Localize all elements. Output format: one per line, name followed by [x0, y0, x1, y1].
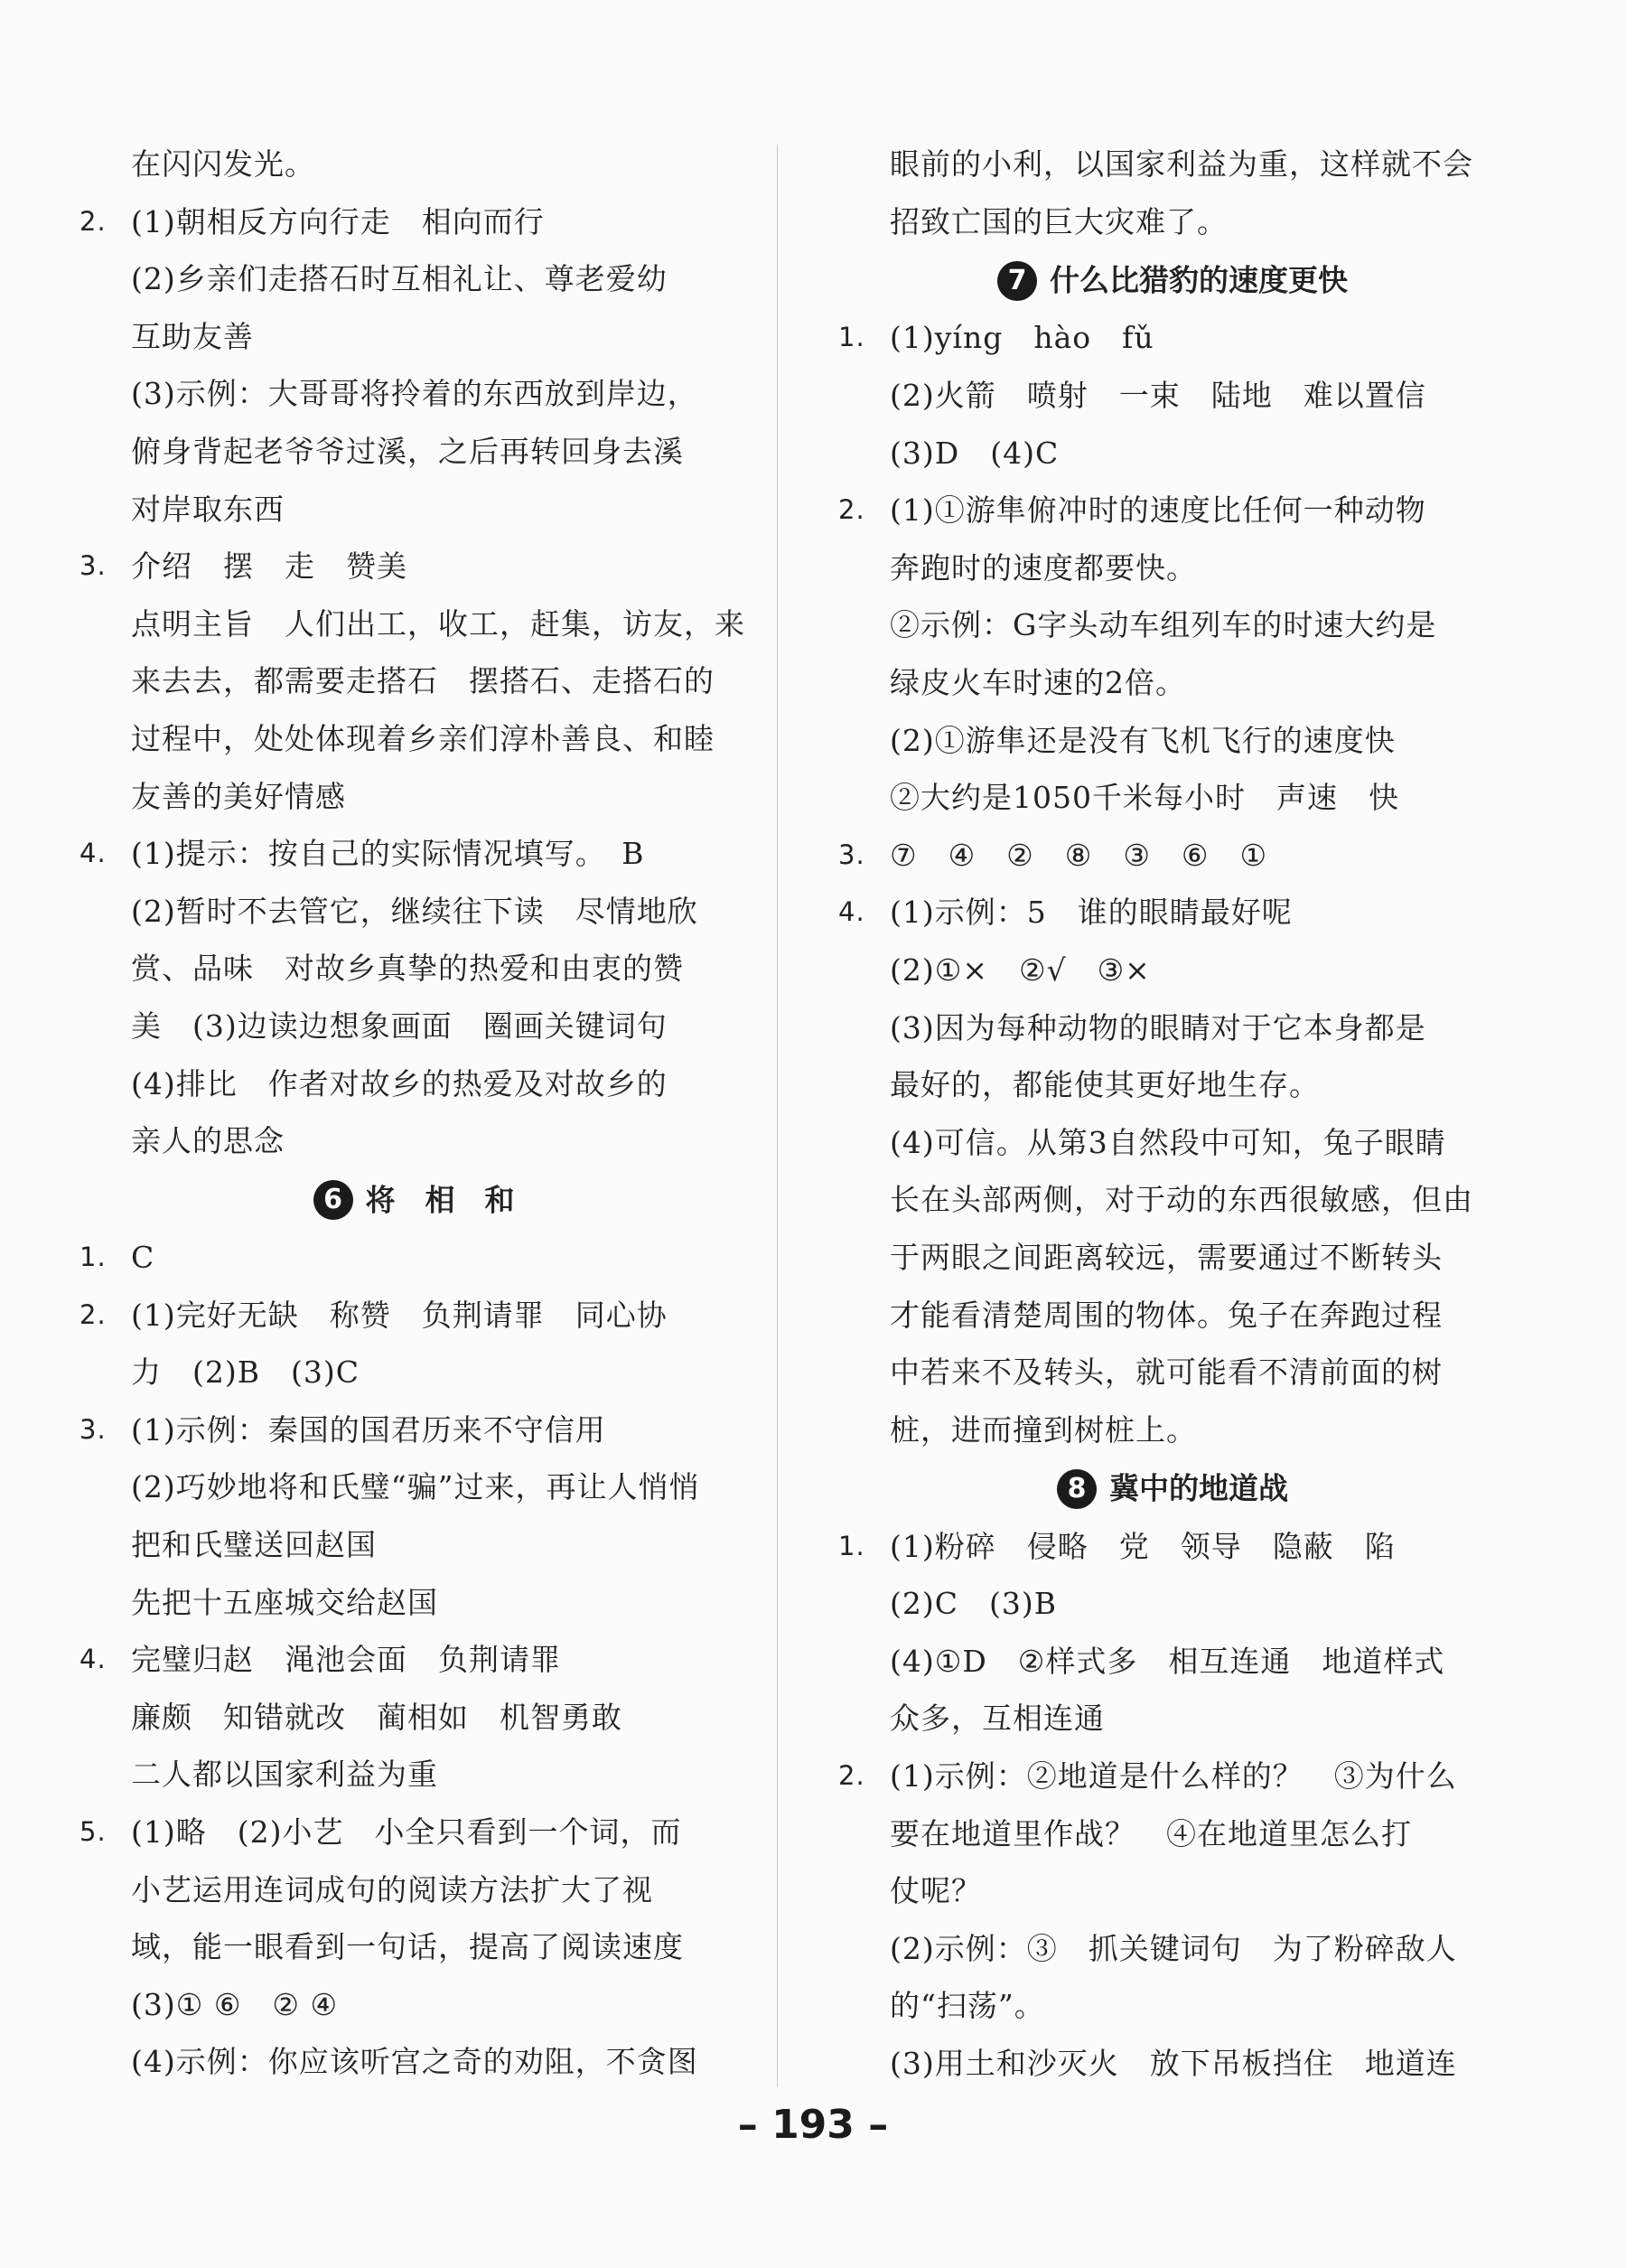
- answer-line: [838, 1056, 1507, 1114]
- answer-text: (2)暂时不去管它，继续往下读 尽情地欣: [131, 893, 698, 929]
- answer-line: [838, 1229, 1507, 1287]
- answer-line: [838, 1344, 1507, 1401]
- answer-line: [838, 596, 1507, 654]
- answer-line: [79, 1112, 748, 1170]
- answer-line: [838, 827, 1507, 885]
- answer-text: 最好的，都能使其更好地生存。: [890, 1067, 1320, 1103]
- answer-text: (1)①游隼俯冲时的速度比任何一种动物: [890, 492, 1426, 529]
- question-number: 3.: [838, 839, 865, 870]
- answer-text: (1)yíng hào fǔ: [890, 320, 1154, 356]
- answer-line: [838, 999, 1507, 1057]
- answer-text: (4)排比 作者对故乡的热爱及对故乡的: [131, 1065, 668, 1101]
- question-number: 1.: [838, 322, 865, 353]
- answer-line: [838, 1287, 1507, 1345]
- answer-text: (3)① ⑥ ② ④: [131, 1986, 339, 2022]
- question-number: 2.: [79, 1298, 107, 1330]
- answer-text: 亲人的思念: [131, 1123, 285, 1159]
- answer-text: ②大约是1050千米每小时 声速 快: [890, 780, 1399, 816]
- answer-line: [79, 1746, 748, 1804]
- section-heading: [838, 1458, 1507, 1517]
- answer-text: 把和氏璧送回赵国: [131, 1526, 377, 1562]
- answer-line: [79, 308, 748, 366]
- section-title: 将 相 和: [365, 1182, 515, 1218]
- answer-line: [838, 2035, 1507, 2093]
- answer-line: [79, 1229, 748, 1287]
- answer-text: (3)D (4)C: [890, 435, 1060, 471]
- answer-line: [838, 1977, 1507, 2035]
- answer-text: (1)提示：按自己的实际情况填写。 B: [131, 836, 645, 872]
- right-column: [838, 136, 1507, 2093]
- answer-line: [838, 942, 1507, 999]
- section-heading: [838, 250, 1507, 309]
- answer-text: (2)①游隼还是没有飞机飞行的速度快: [890, 722, 1396, 758]
- answer-line: [838, 309, 1507, 367]
- section-number-badge: 6: [313, 1180, 353, 1220]
- answer-line: [79, 652, 748, 710]
- answer-text: 仗呢？: [890, 1873, 982, 1909]
- answer-text: 的“扫荡”。: [890, 1988, 1045, 2024]
- answer-text: (2)巧妙地将和氏璧“骗”过来，再让人悄悄: [131, 1469, 700, 1505]
- answer-line: [838, 1518, 1507, 1576]
- answer-line: [79, 1055, 748, 1113]
- answer-line: [79, 250, 748, 308]
- answer-line: [838, 1633, 1507, 1691]
- answer-line: [79, 365, 748, 423]
- section-title: 冀中的地道战: [1109, 1471, 1288, 1507]
- answer-text: 于两眼之间距离较远，需要通过不断转头: [890, 1239, 1443, 1275]
- question-number: 4.: [838, 896, 865, 928]
- answer-text: 赏、品味 对故乡真挚的热爱和由衷的赞: [131, 951, 684, 987]
- answer-text: 中若来不及转头，就可能看不清前面的树: [890, 1354, 1443, 1391]
- answer-line: [838, 654, 1507, 712]
- answer-text: 完璧归赵 渑池会面 负荆请罪: [131, 1642, 561, 1678]
- answer-line: [79, 1344, 748, 1401]
- answer-line: [79, 1458, 748, 1516]
- answer-line: [79, 883, 748, 941]
- answer-line: [838, 367, 1507, 425]
- answer-line: [838, 1114, 1507, 1172]
- question-number: 3.: [79, 1413, 107, 1445]
- answer-line: [79, 1631, 748, 1689]
- question-number: 2.: [838, 1760, 865, 1792]
- answer-text: 要在地道里作战？ ④在地道里怎么打: [890, 1815, 1412, 1851]
- answer-line: [838, 1575, 1507, 1633]
- answer-text: (4)示例：你应该听宫之奇的劝阻，不贪图: [131, 2044, 698, 2080]
- answer-text: (1)略 (2)小艺 小全只看到一个词，而: [131, 1813, 682, 1850]
- answer-line: [838, 1690, 1507, 1748]
- question-number: 4.: [79, 1644, 107, 1675]
- answer-text: (4)①D ②样式多 相互连通 地道样式: [890, 1643, 1445, 1679]
- section-title: 什么比猎豹的速度更快: [1050, 262, 1348, 298]
- answer-line: [79, 998, 748, 1055]
- answer-line: [79, 1918, 748, 1976]
- answer-text: (3)用土和沙灭火 放下吊板挡住 地道连: [890, 2046, 1457, 2081]
- answer-text: (3)因为每种动物的眼睛对于它本身都是: [890, 1009, 1426, 1045]
- answer-line: [79, 538, 748, 595]
- answer-text: 小艺运用连词成句的阅读方法扩大了视: [131, 1871, 653, 1907]
- answer-line: [79, 193, 748, 251]
- question-number: 1.: [79, 1241, 107, 1272]
- question-number: 3.: [79, 550, 107, 582]
- question-number: 2.: [79, 205, 107, 237]
- question-number: 2.: [838, 494, 865, 526]
- answer-line: [838, 482, 1507, 539]
- answer-text: 来去去，都需要走搭石 摆搭石、走搭石的: [131, 663, 715, 699]
- answer-text: 互助友善: [131, 318, 254, 354]
- answer-text: 力 (2)B (3)C: [131, 1354, 360, 1391]
- answer-line: [79, 595, 748, 653]
- page-number: – 193 –: [737, 2102, 889, 2148]
- answer-line: [79, 1804, 748, 1861]
- answer-line: [838, 1171, 1507, 1229]
- answer-text: C: [131, 1239, 155, 1275]
- answer-line: [79, 1976, 748, 2034]
- answer-line: [838, 884, 1507, 942]
- answer-text: 美 (3)边读边想象画面 圈画关键词句: [131, 1007, 668, 1044]
- answer-text: 奔跑时的速度都要快。: [890, 549, 1197, 586]
- column-divider: [777, 145, 778, 2087]
- answer-text: (1)朝相反方向行走 相向而行: [131, 203, 545, 239]
- answer-text: 对岸取东西: [131, 491, 285, 527]
- answer-line: [79, 1861, 748, 1919]
- answer-line: [838, 1401, 1507, 1459]
- section-heading: [79, 1170, 748, 1229]
- answer-text: (2)①× ②√ ③×: [890, 952, 1151, 989]
- answer-text: (2)示例：③ 抓关键词句 为了粉碎敌人: [890, 1930, 1457, 1966]
- answer-line: [79, 481, 748, 539]
- answer-line: [838, 1920, 1507, 1978]
- answer-text: 域，能一眼看到一句话，提高了阅读速度: [131, 1929, 684, 1965]
- answer-text: (1)示例：秦国的国君历来不守信用: [131, 1411, 606, 1448]
- answer-text: 长在头部两侧，对于动的东西很敏感，但由: [890, 1182, 1473, 1218]
- answer-text: (1)完好无缺 称赞 负荆请罪 同心协: [131, 1297, 668, 1333]
- answer-text: 绿皮火车时速的2倍。: [890, 665, 1186, 701]
- answer-text: 友善的美好情感: [131, 778, 346, 814]
- answer-line: [838, 193, 1507, 251]
- answer-line: [79, 136, 748, 193]
- answer-text: (2)C (3)B: [890, 1586, 1057, 1622]
- answer-text: 点明主旨 人们出工，收工，赶集，访友，来: [131, 605, 745, 642]
- answer-line: [79, 1287, 748, 1345]
- answer-line: [79, 768, 748, 826]
- answer-text: (2)乡亲们走搭石时互相礼让、尊老爱幼: [131, 261, 668, 297]
- answer-text: (2)火箭 喷射 一束 陆地 难以置信: [890, 378, 1426, 414]
- answer-line: [838, 1862, 1507, 1920]
- answer-line: [838, 769, 1507, 827]
- answer-line: [79, 710, 748, 768]
- answer-line: [79, 2033, 748, 2091]
- answer-text: 眼前的小利，以国家利益为重，这样就不会: [890, 146, 1473, 182]
- answer-text: (4)可信。从第3自然段中可知，兔子眼睛: [890, 1124, 1446, 1160]
- answer-text: (1)示例：5 谁的眼睛最好呢: [890, 895, 1293, 931]
- answer-line: [79, 940, 748, 998]
- section-number-badge: 7: [997, 261, 1037, 301]
- answer-line: [838, 136, 1507, 193]
- answer-line: [79, 1516, 748, 1574]
- answer-line: [79, 1574, 748, 1632]
- answer-text: (1)示例：②地道是什么样的？ ③为什么: [890, 1758, 1457, 1795]
- answer-text: (3)示例：大哥哥将拎着的东西放到岸边，: [131, 376, 698, 412]
- answer-line: [838, 539, 1507, 597]
- answer-text: 在闪闪发光。: [131, 146, 315, 182]
- section-number-badge: 8: [1057, 1469, 1097, 1509]
- answer-text: 二人都以国家利益为重: [131, 1757, 438, 1793]
- answer-line: [838, 1748, 1507, 1805]
- answer-line: [79, 1689, 748, 1747]
- question-number: 5.: [79, 1815, 107, 1847]
- answer-text: 众多，互相连通: [890, 1701, 1105, 1737]
- answer-text: 桩，进而撞到树桩上。: [890, 1411, 1197, 1448]
- answer-text: 介绍 摆 走 赞美: [131, 548, 407, 585]
- answer-line: [838, 712, 1507, 770]
- question-number: 4.: [79, 838, 107, 869]
- question-number: 1.: [838, 1530, 865, 1561]
- left-column: [79, 136, 748, 2091]
- answer-text: 廉颇 知错就改 蔺相如 机智勇敢: [131, 1699, 622, 1735]
- answer-text: 招致亡国的巨大灾难了。: [890, 203, 1228, 239]
- answer-text: 先把十五座城交给赵国: [131, 1584, 438, 1620]
- answer-line: [79, 825, 748, 883]
- answer-text: (1)粉碎 侵略 党 领导 隐蔽 陷: [890, 1528, 1396, 1564]
- answer-text: 过程中，处处体现着乡亲们淳朴善良、和睦: [131, 720, 715, 756]
- answer-text: ②示例：G字头动车组列车的时速大约是: [890, 607, 1437, 643]
- answer-line: [79, 1401, 748, 1459]
- answer-line: [79, 423, 748, 481]
- answer-text: ⑦ ④ ② ⑧ ③ ⑥ ①: [890, 837, 1268, 873]
- answer-line: [838, 425, 1507, 483]
- answer-text: 俯身背起老爷爷过溪，之后再转回身去溪: [131, 433, 684, 469]
- answer-text: 才能看清楚周围的物体。兔子在奔跑过程: [890, 1297, 1443, 1333]
- answer-line: [838, 1805, 1507, 1863]
